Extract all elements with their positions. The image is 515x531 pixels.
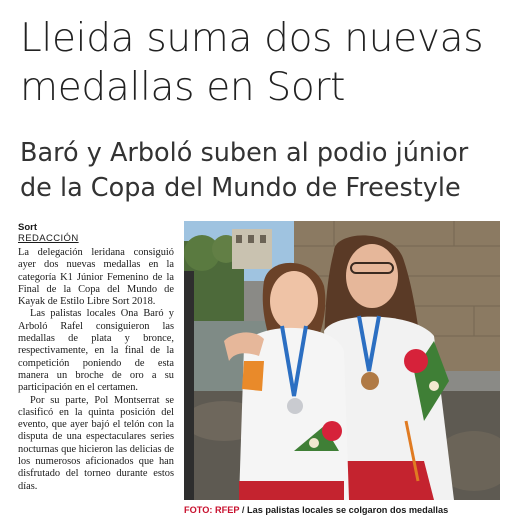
headline-line-1: Lleida suma dos nuevas xyxy=(20,16,484,61)
subheadline-line-1: Baró y Arboló suben al podio júnior xyxy=(20,138,469,168)
photo-credit: FOTO: RFEP xyxy=(184,505,240,515)
article-body-column xyxy=(18,222,174,493)
dateline-location: Sort xyxy=(18,222,37,233)
photo-caption xyxy=(184,504,504,516)
headline-line-2: medallas en Sort xyxy=(20,65,346,110)
paragraph-1: La delegación leridana consiguió ayer dos nuevas medallas en la categoría K1 Júnior Femenino de la Final de la Copa del Mundo de Kayak de Estilo Libre Sort 2018. xyxy=(18,247,174,308)
subheadline xyxy=(20,136,510,206)
athletes-photo-illustration xyxy=(184,221,500,500)
article-body xyxy=(18,247,174,493)
caption-text: Las palistas locales se colgaron dos medallas xyxy=(246,505,449,515)
subheadline-line-2: de la Copa del Mundo de Freestyle xyxy=(20,173,461,203)
paragraph-2: Las palistas locales Ona Baró y Arboló Rafel consiguieron las medallas de plata y bronce, respectivamente, en la final de la competición poniendo de esta manera un broche de oro a su participación en el certamen. xyxy=(18,308,174,394)
paragraph-3: Por su parte, Pol Montserrat se clasificó en la quinta posición del evento, que ayer bajó el telón con la disputa de una espectaculares series nocturnas que hicieron las delicias de los numerosos aficionados que han disfrutado del torneo durante estos días. xyxy=(18,394,174,492)
headline xyxy=(20,14,510,112)
article-photo xyxy=(184,221,500,500)
caption-separator: / xyxy=(239,505,247,515)
byline: REDACCIÓN xyxy=(18,233,79,244)
